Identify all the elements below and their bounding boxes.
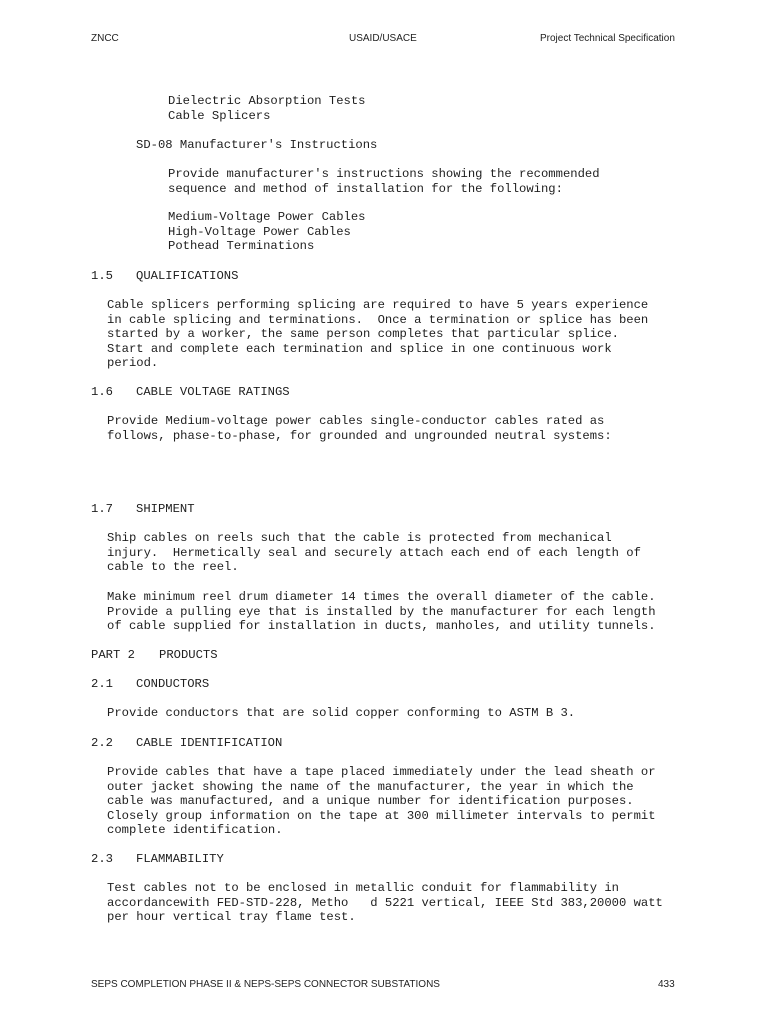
section-number: 2.3 xyxy=(91,852,113,866)
section-title: FLAMMABILITY xyxy=(136,852,224,866)
sd08-list xyxy=(168,210,365,254)
paragraph-line: Test cables not to be enclosed in metallic conduit for flammability in xyxy=(107,881,619,895)
paragraph-line: outer jacket showing the name of the manufacturer, the year in which the xyxy=(107,779,634,794)
paragraph-line: follows, phase-to-phase, for grounded and ungrounded neutral systems: xyxy=(107,428,612,443)
section-number: 1.6 xyxy=(91,385,113,399)
paragraph-line: Provide manufacturer's instructions showing the recommended xyxy=(168,167,600,181)
list-item: Pothead Terminations xyxy=(168,239,315,254)
section-title: CABLE VOLTAGE RATINGS xyxy=(136,385,290,399)
page-number: 433 xyxy=(658,979,675,990)
paragraph-line: Provide cables that have a tape placed immediately under the lead sheath or xyxy=(107,765,656,779)
list-item: Dielectric Absorption Tests xyxy=(168,94,366,108)
section-number: 1.5 xyxy=(91,269,113,283)
paragraph-line: Start and complete each termination and splice in one continuous work xyxy=(107,341,612,356)
section-number: 2.2 xyxy=(91,736,113,750)
part-title: PRODUCTS xyxy=(159,648,218,662)
section-number: 2.1 xyxy=(91,677,113,691)
paragraph-line: cable to the reel. xyxy=(107,560,239,575)
paragraph-line: Ship cables on reels such that the cable is protected from mechanical xyxy=(107,531,612,545)
paragraph-line: started by a worker, the same person completes that particular splice. xyxy=(107,327,619,342)
cable-identification-paragraph xyxy=(107,765,656,838)
header-left: ZNCC xyxy=(91,33,119,44)
list-item: Medium-Voltage Power Cables xyxy=(168,210,366,224)
list-item: Cable Splicers xyxy=(168,108,271,123)
paragraph-line: Provide a pulling eye that is installed by the manufacturer for each length xyxy=(107,604,656,619)
voltage-ratings-paragraph xyxy=(107,414,612,443)
paragraph-line: Provide conductors that are solid copper conforming to ASTM B 3. xyxy=(107,706,576,720)
section-title: CONDUCTORS xyxy=(136,677,210,691)
paragraph-line: period. xyxy=(107,356,159,371)
paragraph-line: per hour vertical tray flame test. xyxy=(107,910,356,925)
sd08-paragraph xyxy=(168,167,600,196)
part-number: PART 2 xyxy=(91,648,135,662)
section-title: QUALIFICATIONS xyxy=(136,269,239,283)
paragraph-line: Make minimum reel drum diameter 14 times the overall diameter of the cable. xyxy=(107,590,656,604)
paragraph-line: accordancewith FED-STD-228, Metho d 5221 vertical, IEEE Std 383,20000 watt xyxy=(107,895,663,910)
section-number: 1.7 xyxy=(91,502,113,516)
header-center: USAID/USACE xyxy=(349,33,417,44)
paragraph-line: Closely group information on the tape at 300 millimeter intervals to permit xyxy=(107,808,656,823)
qualifications-paragraph xyxy=(107,298,648,371)
paragraph-line: Provide Medium-voltage power cables single-conductor cables rated as xyxy=(107,414,605,428)
conductors-paragraph xyxy=(107,706,575,721)
list-item: High-Voltage Power Cables xyxy=(168,224,351,239)
footer-title: SEPS COMPLETION PHASE II & NEPS-SEPS CONNECTOR SUBSTATIONS xyxy=(91,979,440,990)
paragraph-line: injury. Hermetically seal and securely attach each end of each length of xyxy=(107,545,641,560)
paragraph-line: cable was manufactured, and a unique number for identification purposes. xyxy=(107,794,634,809)
flammability-paragraph xyxy=(107,881,663,925)
header-right: Project Technical Specification xyxy=(540,33,675,44)
shipment-paragraph-1 xyxy=(107,531,641,575)
section-title: CABLE IDENTIFICATION xyxy=(136,736,283,750)
section-title: SHIPMENT xyxy=(136,502,195,516)
paragraph-line: of cable supplied for installation in ducts, manholes, and utility tunnels. xyxy=(107,619,656,634)
shipment-paragraph-2 xyxy=(107,590,656,634)
submittal-list-top xyxy=(168,94,365,123)
sd08-heading: SD-08 Manufacturer's Instructions xyxy=(136,138,378,152)
paragraph-line: sequence and method of installation for the following: xyxy=(168,181,563,196)
paragraph-line: complete identification. xyxy=(107,823,283,838)
paragraph-line: Cable splicers performing splicing are required to have 5 years experience xyxy=(107,298,649,312)
paragraph-line: in cable splicing and terminations. Once a termination or splice has been xyxy=(107,312,649,327)
